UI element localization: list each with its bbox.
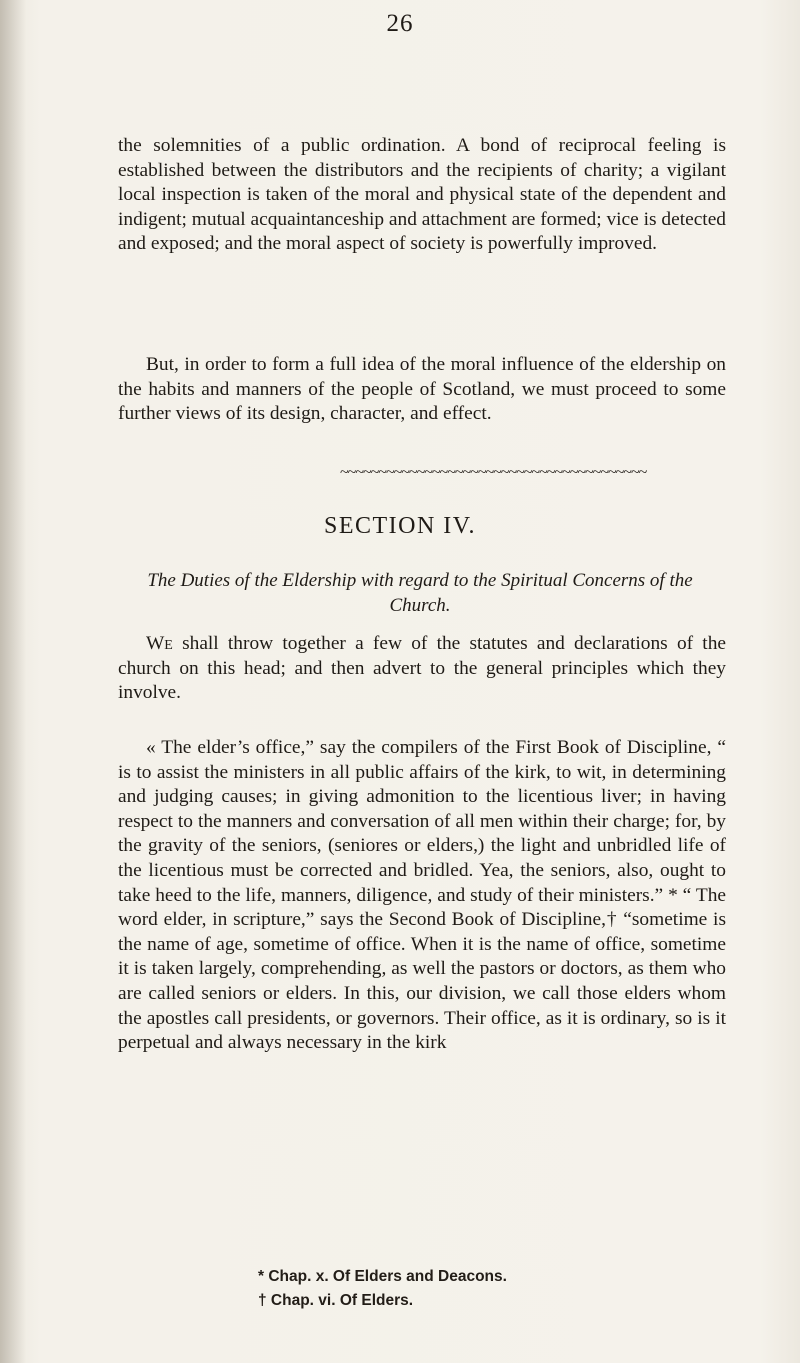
paragraph-2-text: But, in order to form a full idea of the moral influence of the eldership on the habits and manners of the people of Scotland, we must proceed to some further views of its design, character, and effect. (118, 354, 726, 425)
paragraph-4-text: « The elder’s office,” say the compilers of the First Book of Discipline, “ is to assist the ministers in all public affairs of the kirk, to wit, in determining and judging causes; in giving admonition to the licentious liver; in having respect to the manners and conversation of all men within their charge; for, by the gravity of the seniors, (seniores or elders,) the light and unbridled life of the licentious must be corrected and bridled. Yea, the seniors, also, ought to take heed to the life, manners, diligence, and study of their ministers.” * “ The word elder, in scripture,” says the Second Book of Discipline,† “sometime is the name of age, sometime of office. When it is the name of office, sometime it is taken largely, comprehending, as well the pastors or doctors, as them who are called seniors or elders. In this, our division, we call those elders whom the apostles call presidents, or governors. Their office, as it is ordinary, so is it perpetual and always necessary in the kirk (118, 737, 726, 1054)
footnote-1: * Chap. x. Of Elders and Deacons. (258, 1268, 507, 1285)
spine-shadow (0, 0, 26, 1363)
paragraph-3-lead: We (146, 633, 173, 654)
section-heading: SECTION IV. (323, 513, 477, 539)
footnotes (258, 1265, 507, 1313)
page-number: 26 (386, 10, 414, 37)
paragraph-2 (118, 353, 726, 427)
paragraph-3 (118, 632, 726, 706)
paragraph-4 (118, 736, 726, 1056)
paragraph-3-rest: shall throw together a few of the statutes and declarations of the church on this head; and then advert to the general principles which they involve. (118, 633, 726, 704)
paragraph-1-text: the solemnities of a public ordination. A bond of reciprocal feeling is established between the distributors and the recipients of charity; a vigilant local inspection is taken of the moral and physical state of the dependent and indigent; mutual acquaintanceship and attachment are formed; vice is detected and exposed; and the moral aspect of society is powerfully improved. (118, 135, 726, 255)
footnote-2: † Chap. vi. Of Elders. (258, 1292, 414, 1309)
ornamental-rule: ~~~~~~~~~~~~~~~~~~~~~~~~~~~~~~~~~~~~~~~~ (340, 464, 647, 481)
section-subtitle: The Duties of the Eldership with regard to the Spiritual Concerns of the Church. (147, 570, 693, 616)
paragraph-3-text (118, 632, 726, 706)
paragraph-1 (118, 134, 726, 257)
